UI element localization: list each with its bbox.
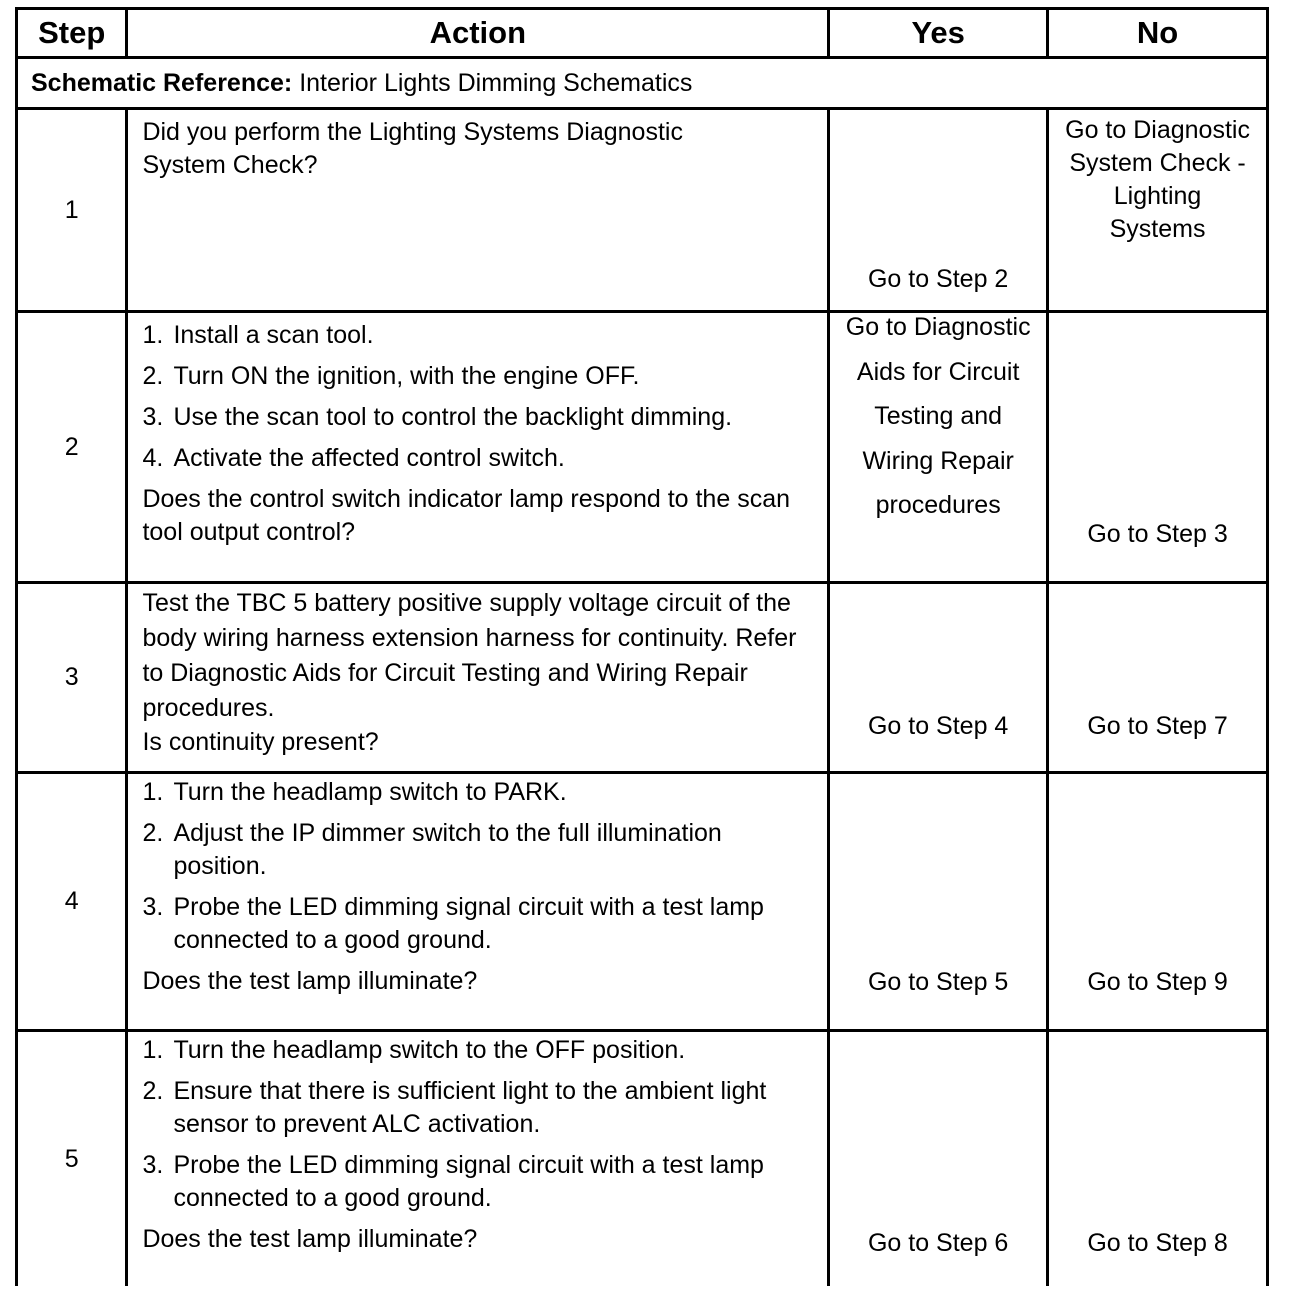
action-cell: [127, 583, 829, 773]
step-number: 1: [17, 109, 127, 312]
action-cell: [127, 312, 829, 583]
yes-answer: Go to Step 2: [867, 265, 1009, 293]
table-row: [17, 583, 1268, 773]
action-question: Does the test lamp illuminate?: [142, 1225, 478, 1253]
diagnostic-table: [15, 7, 1269, 1286]
no-cell: [1048, 773, 1268, 1031]
list-item: 3. Probe the LED dimming signal circuit with a test lamp connected to a good ground.: [142, 893, 764, 954]
action-question: Did you perform the Lighting Systems Diagnostic System Check?: [142, 118, 683, 179]
yes-answer: Go to Diagnostic Aids for Circuit Testing and Wiring Repair procedures: [845, 313, 1031, 519]
action-cell: [127, 1031, 829, 1287]
no-answer: Go to Step 8: [1087, 1229, 1228, 1257]
yes-answer: Go to Step 4: [867, 712, 1009, 740]
header-action: Action: [127, 9, 829, 58]
header-row: [17, 9, 1268, 58]
list-item: 3. Use the scan tool to control the backlight dimming.: [142, 403, 733, 431]
table-row: [17, 773, 1268, 1031]
no-cell: [1048, 109, 1268, 312]
yes-cell: [829, 109, 1048, 312]
table-row: [17, 109, 1268, 312]
list-item: 2. Adjust the IP dimmer switch to the full illumination position.: [142, 819, 722, 880]
action-cell: [127, 109, 829, 312]
step-number: 5: [17, 1031, 127, 1287]
list-item: 2. Turn ON the ignition, with the engine OFF.: [142, 362, 640, 390]
action-question: Does the control switch indicator lamp respond to the scan tool output control?: [142, 485, 790, 546]
action-question: Does the test lamp illuminate?: [142, 967, 478, 995]
list-item: 2. Ensure that there is sufficient light to the ambient light sensor to prevent ALC activation.: [142, 1077, 767, 1138]
list-item: 1. Turn the headlamp switch to PARK.: [142, 778, 567, 806]
table-row: [17, 312, 1268, 583]
no-cell: [1048, 1031, 1268, 1287]
schematic-label: Schematic Reference:: [31, 69, 293, 97]
list-item: 4. Activate the affected control switch.: [142, 444, 565, 472]
table-row: [17, 1031, 1268, 1287]
schematic-reference: [17, 58, 1268, 109]
no-answer: Go to Step 3: [1087, 520, 1228, 548]
yes-answer: Go to Step 5: [867, 968, 1009, 996]
step-number: 4: [17, 773, 127, 1031]
yes-cell: [829, 583, 1048, 773]
list-item: 3. Probe the LED dimming signal circuit with a test lamp connected to a good ground.: [142, 1151, 764, 1212]
no-answer: Go to Step 7: [1087, 712, 1228, 740]
schematic-value: Interior Lights Dimming Schematics: [299, 69, 693, 97]
action-question: Is continuity present?: [142, 728, 379, 756]
header-no: No: [1048, 9, 1268, 58]
step-number: 2: [17, 312, 127, 583]
yes-cell: [829, 1031, 1048, 1287]
step-number: 3: [17, 583, 127, 773]
action-cell: [127, 773, 829, 1031]
yes-cell: [829, 312, 1048, 583]
yes-cell: [829, 773, 1048, 1031]
no-answer: Go to Diagnostic System Check - Lighting Systems: [1065, 116, 1250, 243]
yes-answer: Go to Step 6: [867, 1229, 1009, 1257]
header-yes: Yes: [829, 9, 1048, 58]
no-cell: [1048, 312, 1268, 583]
no-cell: [1048, 583, 1268, 773]
no-answer: Go to Step 9: [1087, 968, 1228, 996]
header-step: Step: [17, 9, 127, 58]
schematic-row: [17, 58, 1268, 109]
list-item: 1. Turn the headlamp switch to the OFF position.: [142, 1036, 686, 1064]
action-text: Test the TBC 5 battery positive supply voltage circuit of the body wiring harness extension harness for continuity. Refer to Diagnostic Aids for Circuit Testing and Wiring Repair procedures.: [142, 589, 797, 722]
list-item: 1. Install a scan tool.: [142, 321, 374, 349]
